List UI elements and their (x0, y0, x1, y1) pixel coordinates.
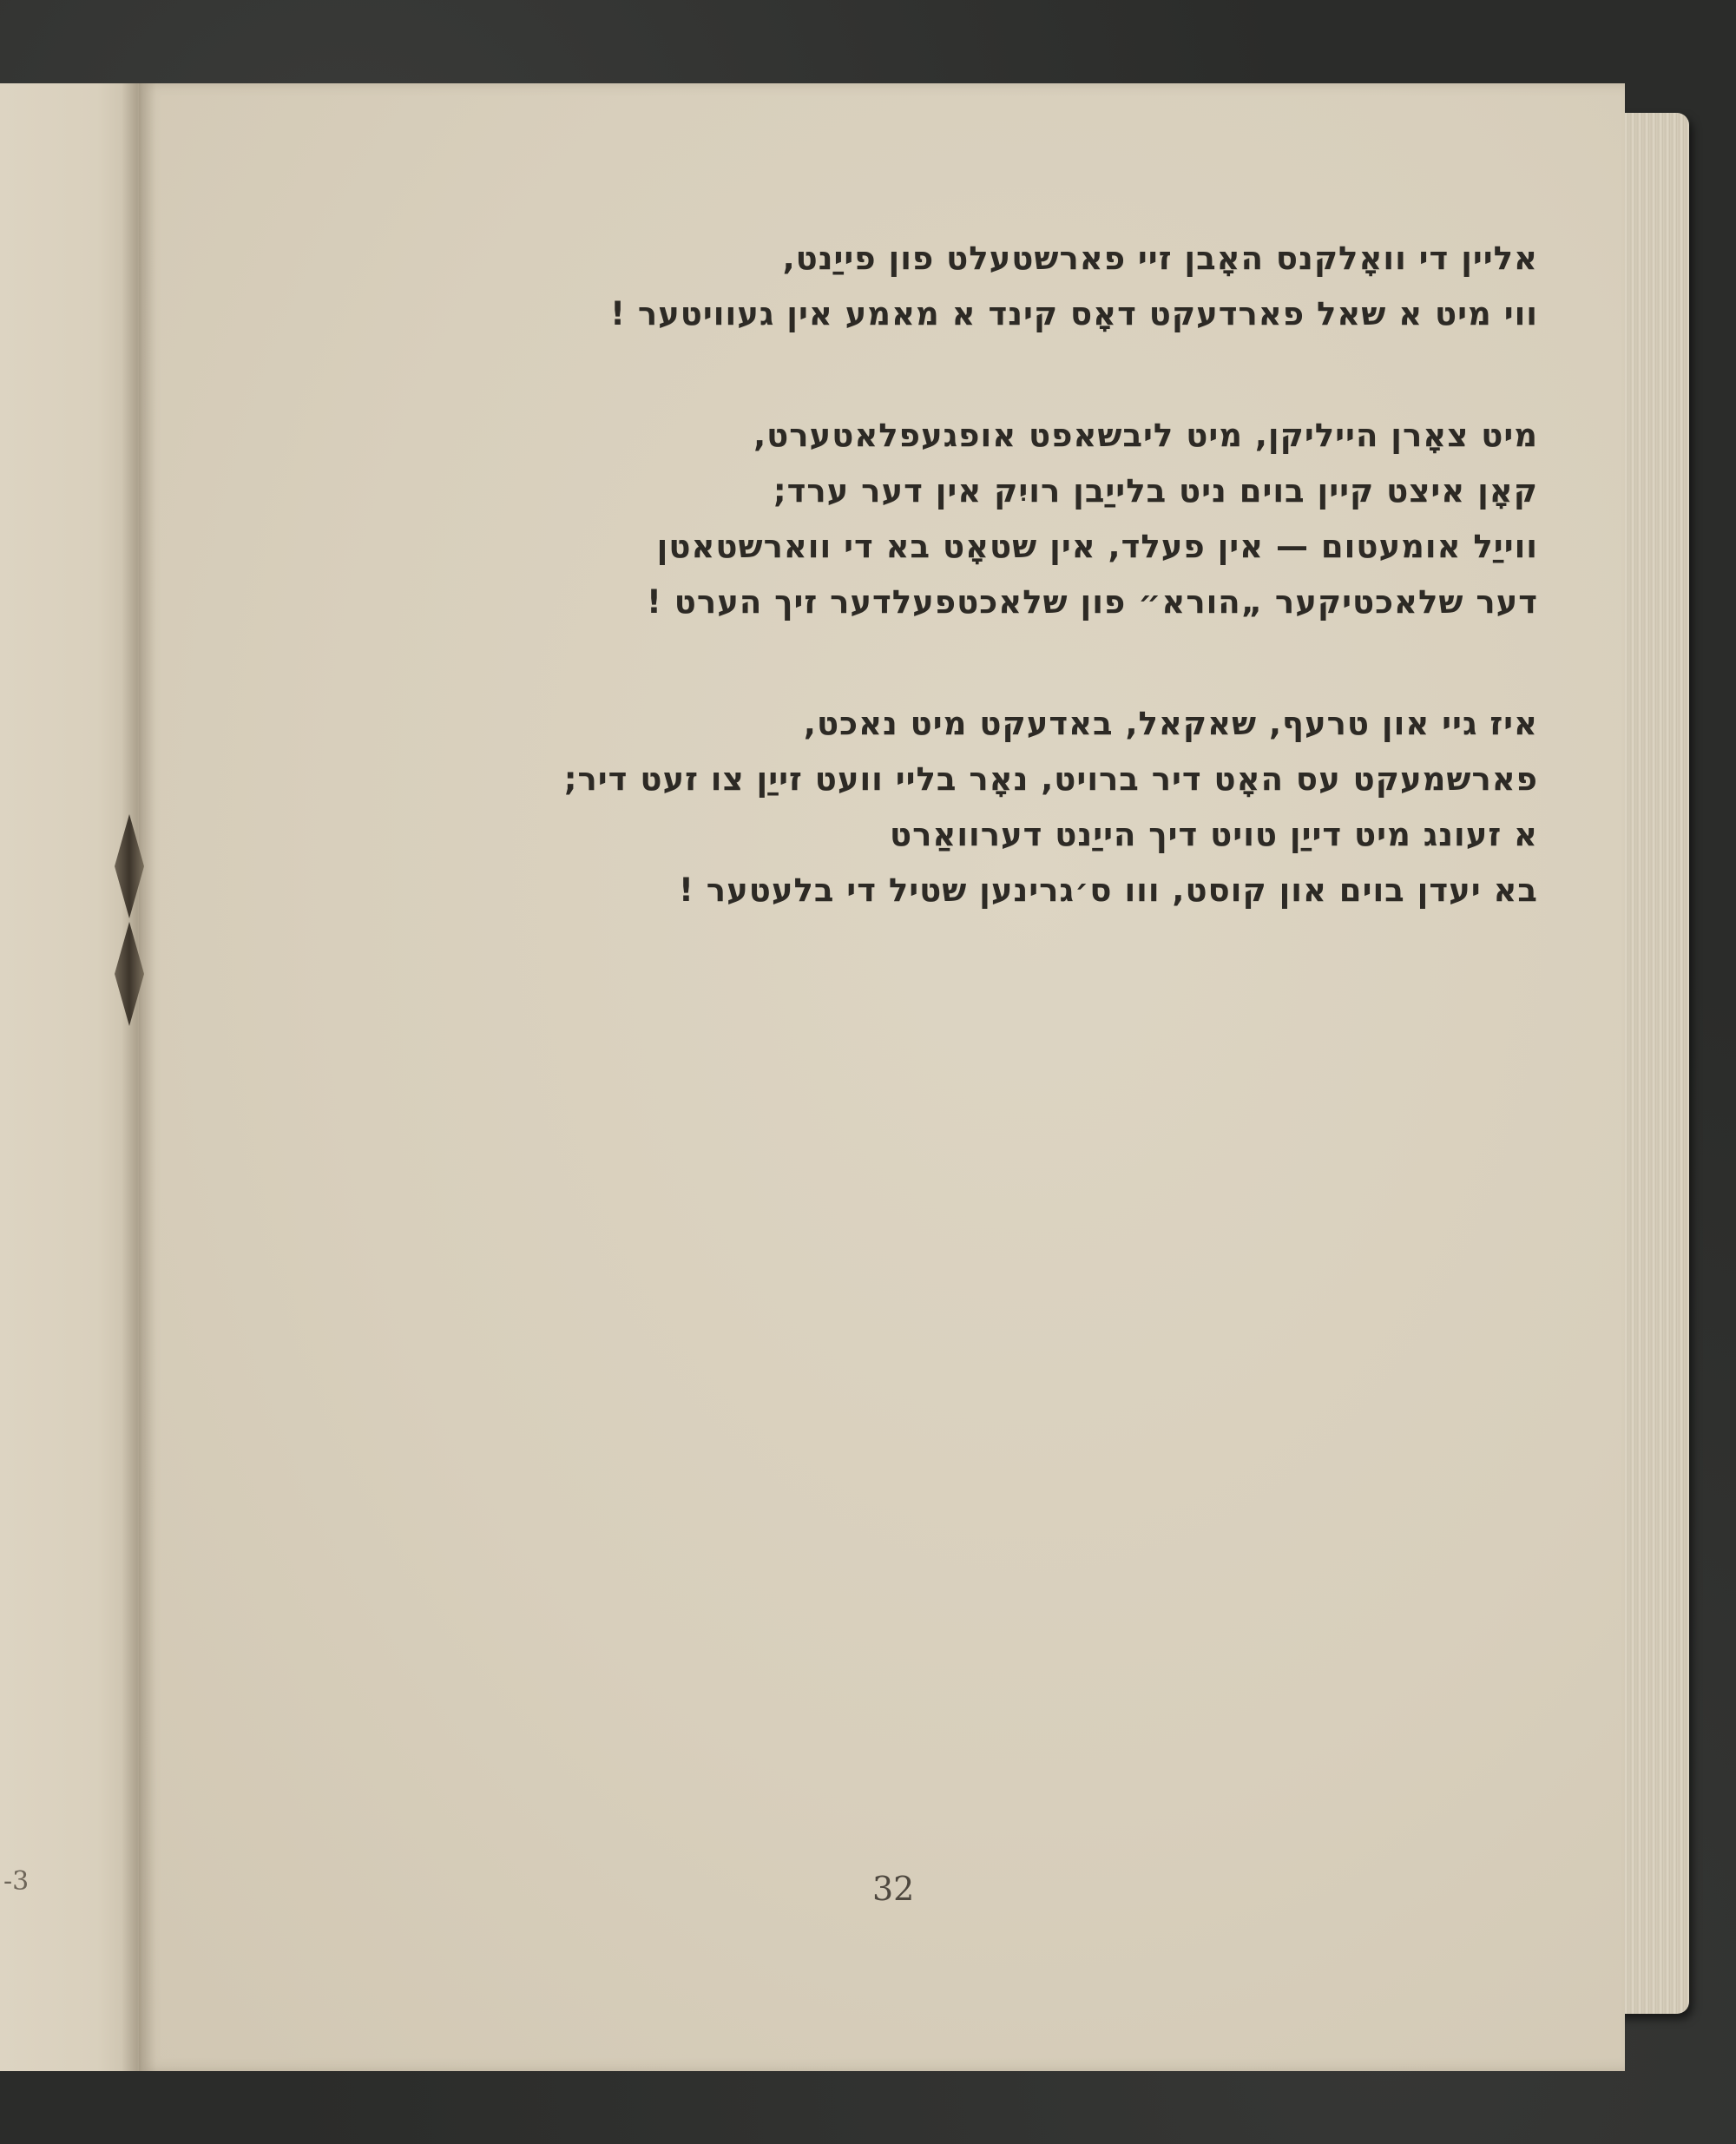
poem-line: בא יעדן בוים און קוסט, ווו ס׳גרינען שטיל די בלעטער ! (679, 871, 1538, 909)
poem-line: קאָן איצט קיין בוים ניט בלייַבן רויִק אין דער ערד; (773, 472, 1538, 510)
poem-line: פארשמעקט עס האָט דיר ברויט, נאָר בליי וועט זייַן צו זעט דיר; (563, 760, 1538, 798)
poem-line: אליין די וואָלקנס האָבן זיי פארשטעלט פון פייַנט, (782, 240, 1538, 277)
stanza-3 (496, 696, 1538, 918)
poem-line: ווי מיט א שאל פארדעקט דאָס קינד א מאמע אין געוויטער ! (610, 295, 1538, 332)
poem-line: מיט צאָרן הייליקן, מיט ליבשאפט אופגעפלאטערט, (753, 417, 1538, 454)
book-gutter (122, 83, 156, 2071)
poem (496, 231, 1538, 984)
page-edges (1614, 113, 1689, 2014)
poem-line: א זעונג מיט דייַן טויט דיך הייַנט דערוואַרט (890, 816, 1538, 853)
open-booklet (0, 83, 1693, 2088)
left-page (0, 83, 139, 2071)
poem-line: דער שלאכטיקער „הורא״ פון שלאכטפעלדער זיך הערט ! (647, 583, 1538, 621)
page-number: 32 (872, 1870, 915, 1908)
stanza-2 (496, 408, 1538, 630)
stanza-1 (496, 231, 1538, 342)
poem-line: איז גיי און טרעף, שאקאל, באדעקט מיט נאכט, (803, 705, 1538, 742)
right-page (139, 83, 1625, 2071)
left-page-number: -3 (3, 1866, 30, 1897)
poem-line: ווייַל אומעטום — אין פעלד, אין שטאָט בא די ווארשטאטן (656, 528, 1538, 565)
